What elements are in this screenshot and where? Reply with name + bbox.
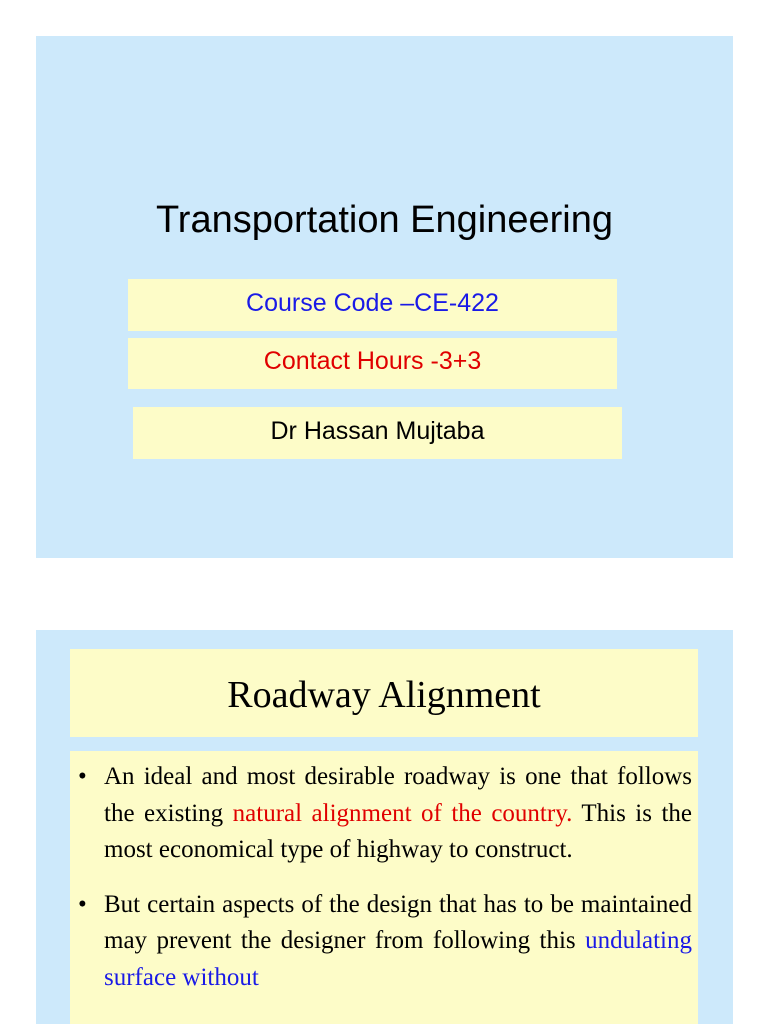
- slide-body: [70, 751, 698, 1024]
- bullet-item: [70, 887, 692, 997]
- title-slide: [36, 36, 733, 558]
- bullet-text: But certain aspects of the design that has to be maintained may prevent the designer from following this: [104, 890, 692, 954]
- course-code-box: Course Code –CE-422: [128, 279, 617, 331]
- bullet-list: [70, 751, 698, 996]
- bullet-text: An ideal and most desirable roadway is one that follows the existing: [104, 763, 692, 827]
- roadway-alignment-slide: [36, 630, 733, 1024]
- slide-heading: Roadway Alignment: [70, 649, 698, 737]
- author-box: Dr Hassan Mujtaba: [133, 407, 622, 459]
- bullet-text: This is the most economical type of highway to construct.: [104, 799, 692, 863]
- slide-title: Transportation Engineering: [156, 199, 613, 241]
- bullet-marker: •: [78, 763, 87, 790]
- contact-hours-box: Contact Hours -3+3: [128, 338, 617, 389]
- highlight-text: natural alignment of the country.: [232, 799, 573, 827]
- bullet-marker: •: [78, 890, 87, 918]
- highlight-text: undulating surface without: [104, 927, 692, 991]
- bullet-item: [70, 759, 692, 869]
